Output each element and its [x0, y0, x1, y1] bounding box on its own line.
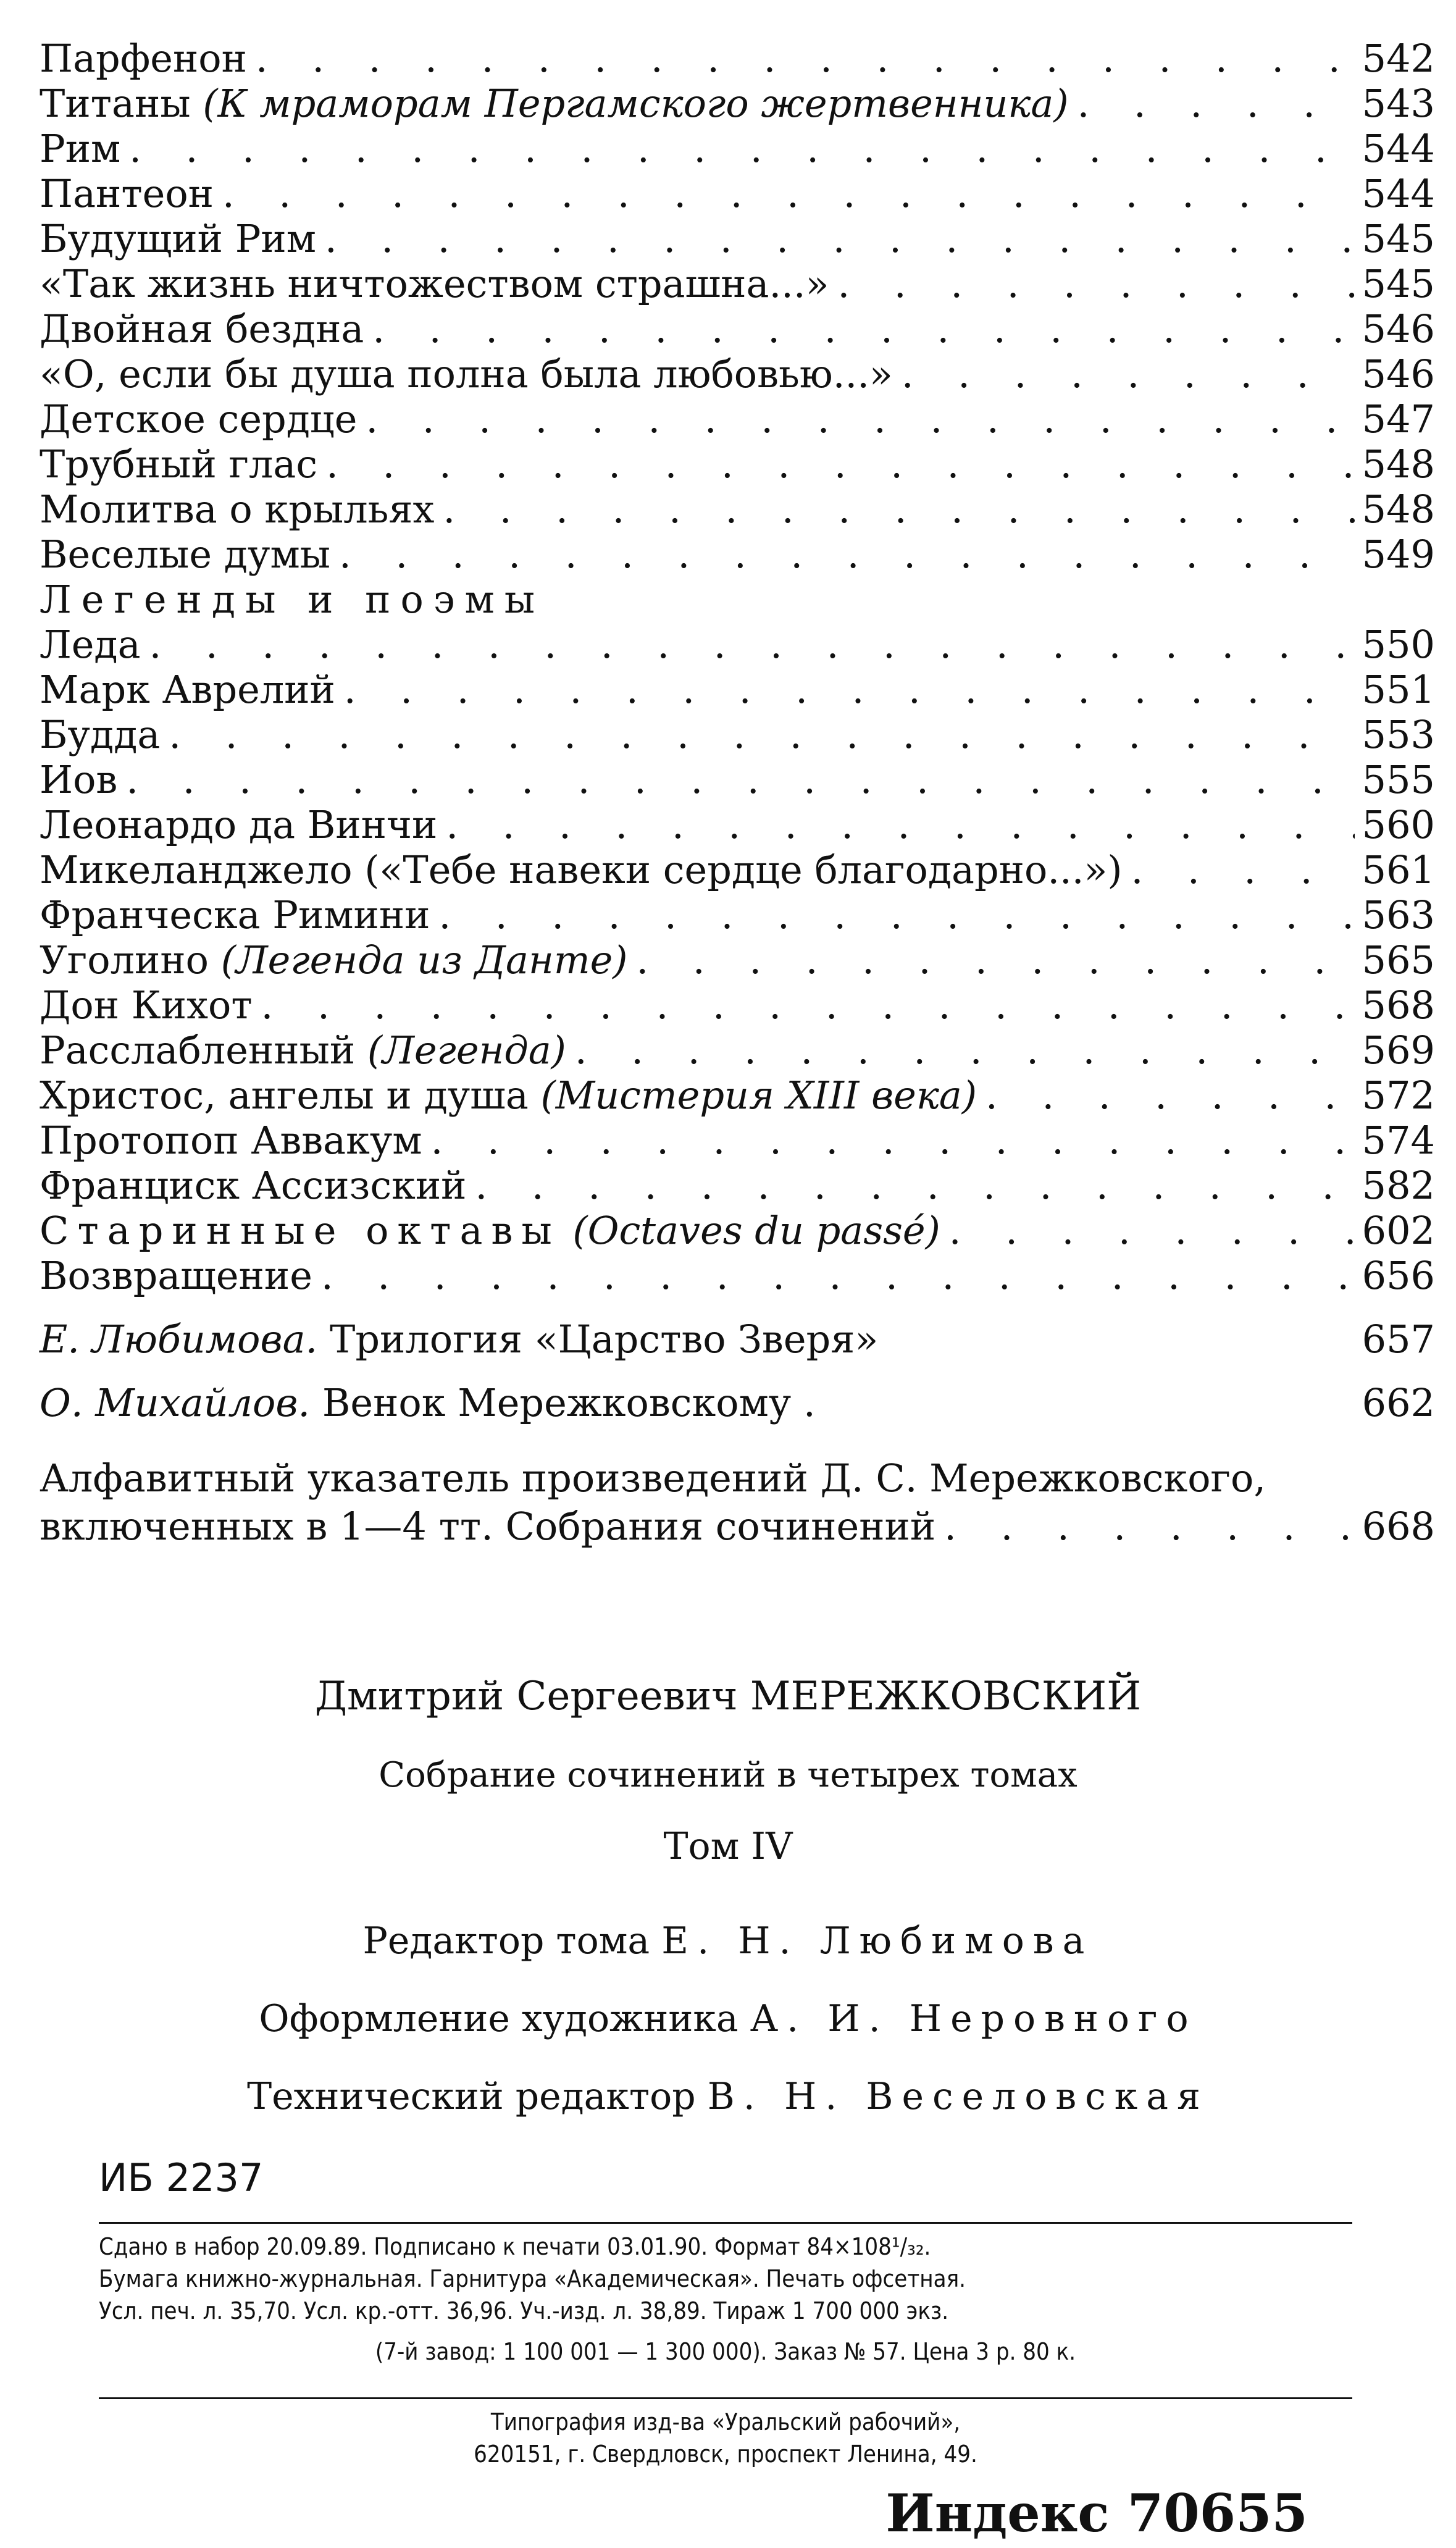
toc-leader-dots [339, 532, 1355, 577]
toc-title: Будда [40, 712, 161, 757]
imprint-line: Сдано в набор 20.09.89. Подписано к печати 03.01.90. Формат 84×108¹/₃₂. [99, 2233, 931, 2260]
toc-entry[interactable] [40, 622, 1435, 667]
toc-page-number: 560 [1362, 802, 1435, 847]
printer-line: Типография изд-ва «Уральский рабочий», [490, 2408, 961, 2436]
toc-title: Трубный глас [40, 442, 318, 487]
essay-author: Е. Любимова. [40, 1317, 318, 1362]
toc-leader-dots [149, 622, 1355, 667]
toc-page-number: 582 [1362, 1163, 1435, 1208]
toc-page-number: 548 [1362, 487, 1435, 532]
toc-page-number: 544 [1362, 171, 1435, 216]
toc-page-number: 568 [1362, 983, 1435, 1028]
toc-title: Парфенон [40, 36, 247, 81]
author-first-name: Дмитрий Сергеевич [314, 1674, 738, 1719]
credit-name: А. И. Неровного [750, 1997, 1197, 2040]
toc-leader-dots [431, 1118, 1355, 1163]
editor-credit [0, 1919, 1456, 1963]
toc-page-number: 546 [1362, 351, 1435, 396]
toc-entry[interactable] [40, 36, 1435, 81]
toc-title: Дон Кихот [40, 983, 253, 1028]
toc-page-number: 544 [1362, 126, 1435, 171]
toc-title: Молитва о крыльях [40, 487, 435, 532]
toc-page-number: 569 [1362, 1028, 1435, 1073]
toc-entry[interactable]: О. Михайлов. Венок Мережковскому . 662 [40, 1380, 1435, 1425]
toc-title-italic: (Мистерия XIII века) [540, 1073, 977, 1118]
toc-entry[interactable] [40, 937, 1435, 983]
toc-page-number: 545 [1362, 261, 1435, 306]
toc-entry[interactable] [40, 1317, 1435, 1362]
toc-leader-dots [1077, 81, 1355, 126]
book-author [0, 1674, 1456, 1719]
toc-entry[interactable] [40, 442, 1435, 487]
toc-entry[interactable] [40, 532, 1435, 577]
toc-leader-dots [475, 1163, 1355, 1208]
toc-leader-dots [129, 126, 1355, 171]
toc-entry[interactable] [40, 1208, 1435, 1253]
imprint-line: (7-й завод: 1 100 001 — 1 300 000). Заказ № 57. Цена 3 р. 80 к. [375, 2338, 1076, 2365]
toc-title: Рим [40, 126, 121, 171]
toc-leader-dots [126, 757, 1355, 802]
toc-entry[interactable] [40, 847, 1435, 892]
toc-entry[interactable] [40, 261, 1435, 306]
divider [99, 2397, 1352, 2399]
toc-title: «Так жизнь ничтожеством страшна...» [40, 261, 829, 306]
toc-title: Христос, ангелы и душа [40, 1073, 529, 1118]
toc-page-number: 551 [1362, 667, 1435, 712]
ib-number: ИБ 2237 [99, 2155, 264, 2200]
toc-page-number: 545 [1362, 216, 1435, 261]
index-entry[interactable] [40, 1454, 1435, 1551]
section-heading: Легенды и поэмы [40, 577, 545, 622]
tech-editor-credit [0, 2075, 1456, 2118]
toc-leader-dots [838, 261, 1355, 306]
toc-page-number: 657 [1362, 1317, 1435, 1362]
toc-title: Иов [40, 757, 118, 802]
toc-entry[interactable] [40, 171, 1435, 216]
toc-title: Детское сердце [40, 396, 358, 442]
toc-leader-dots [372, 306, 1355, 351]
toc-leader-dots [575, 1028, 1355, 1073]
toc-title: Франциск Ассизский [40, 1163, 467, 1208]
toc-title: Титаны [40, 81, 191, 126]
toc-leader-dots [366, 396, 1355, 442]
toc-leader-dots [325, 216, 1355, 261]
toc-entry[interactable] [40, 1253, 1435, 1298]
imprint-block [99, 2231, 1352, 2368]
credit-label: Оформление художника [259, 1997, 738, 2040]
toc-title: «О, если бы душа полна была любовью...» [40, 351, 893, 396]
imprint-line: Усл. печ. л. 35,70. Усл. кр.-отт. 36,96. Уч.-изд. л. 38,89. Тираж 1 700 000 экз. [99, 2297, 949, 2324]
toc-entry[interactable] [40, 81, 1435, 126]
printer-block [99, 2406, 1352, 2470]
toc-page-number: 574 [1362, 1118, 1435, 1163]
catalog-index: Индекс 70655 [885, 2483, 1308, 2544]
toc-title: Уголино [40, 937, 209, 983]
toc-entry[interactable] [40, 487, 1435, 532]
toc-entry[interactable] [40, 396, 1435, 442]
imprint-line: Бумага книжно-журнальная. Гарнитура «Академическая». Печать офсетная. [99, 2265, 966, 2292]
toc-page-number: 602 [1362, 1208, 1435, 1253]
toc-title: Старинные октавы [40, 1208, 561, 1253]
toc-leader-dots [326, 442, 1355, 487]
toc-entry[interactable] [40, 216, 1435, 261]
toc-title: Венок Мережковскому [322, 1380, 792, 1425]
volume-number: Том IV [663, 1825, 793, 1868]
toc-page-number: 656 [1362, 1253, 1435, 1298]
toc-title: Леонардо да Винчи [40, 802, 438, 847]
toc-leader-dots [169, 712, 1355, 757]
toc-page-number: 543 [1362, 81, 1435, 126]
toc-title: Микеланджело («Тебе навеки сердце благодарно...») [40, 847, 1123, 892]
toc-title: Расслабленный [40, 1028, 356, 1073]
toc-page-number: 555 [1362, 757, 1435, 802]
toc-entry[interactable] [40, 712, 1435, 757]
toc-leader-dots [949, 1208, 1355, 1253]
toc-leader-dots [321, 1253, 1355, 1298]
toc-leader-dots [256, 36, 1355, 81]
toc-entry[interactable] [40, 1163, 1435, 1208]
toc-title: Леда [40, 622, 141, 667]
toc-entry[interactable] [40, 667, 1435, 712]
toc-title: Двойная бездна [40, 306, 364, 351]
toc-page-number: 553 [1362, 712, 1435, 757]
toc-page-number: 549 [1362, 532, 1435, 577]
index-entry-line1: Алфавитный указатель произведений Д. С. Мережковского, [40, 1456, 1266, 1501]
toc-page-number: 572 [1362, 1073, 1435, 1118]
toc-leader-dots [902, 351, 1355, 396]
toc-title-italic: (Octaves du passé) [572, 1208, 940, 1253]
toc-title-italic: (К мраморам Пергамского жертвенника) [203, 81, 1069, 126]
toc-title: Марк Аврелий [40, 667, 335, 712]
designer-credit [0, 1997, 1456, 2040]
toc-entry[interactable] [40, 757, 1435, 802]
toc-title: Возвращение [40, 1253, 312, 1298]
toc-leader-dots [443, 487, 1355, 532]
toc-page-number: 668 [1362, 1504, 1435, 1549]
toc-title: Протопоп Аввакум [40, 1118, 422, 1163]
toc-leader-dots [439, 892, 1355, 937]
toc-title: Трилогия «Царство Зверя» [329, 1317, 879, 1362]
toc-leader-dots [261, 983, 1355, 1028]
toc-page-number: 565 [1362, 937, 1435, 983]
toc-page-number: 548 [1362, 442, 1435, 487]
toc-title: Франческа Римини [40, 892, 430, 937]
toc-leader-dots [985, 1073, 1355, 1118]
toc-leader-dots [944, 1502, 1355, 1551]
toc-leader-dots [222, 171, 1355, 216]
credit-label: Редактор тома [362, 1919, 650, 1963]
divider [99, 2222, 1352, 2224]
toc-title: Будущий Рим [40, 216, 316, 261]
toc-title-italic: (Легенда из Данте) [220, 937, 628, 983]
credit-label: Технический редактор [247, 2075, 696, 2118]
toc-entry[interactable] [40, 351, 1435, 396]
toc-title: Пантеон [40, 171, 214, 216]
toc-entry[interactable] [40, 1073, 1435, 1118]
toc-entry[interactable] [40, 306, 1435, 351]
table-of-contents [40, 36, 1435, 1425]
toc-leader-dots [636, 937, 1355, 983]
toc-page-number: 561 [1362, 847, 1435, 892]
toc-entry[interactable] [40, 983, 1435, 1028]
toc-leader-dots [446, 802, 1355, 847]
toc-title-italic: (Легенда) [367, 1028, 566, 1073]
book-subtitle: Собрание сочинений в четырех томах [379, 1755, 1077, 1795]
essay-author: О. Михайлов. [40, 1380, 311, 1425]
index-entry-line2: включенных в 1—4 тт. Собрания сочинений [40, 1504, 936, 1549]
toc-page-number: 563 [1362, 892, 1435, 937]
toc-entry[interactable] [40, 802, 1435, 847]
toc-leader-dots [344, 667, 1355, 712]
toc-page-number: 662 [1362, 1380, 1435, 1425]
toc-entry[interactable] [40, 892, 1435, 937]
toc-page-number: 542 [1362, 36, 1435, 81]
toc-page-number: 546 [1362, 306, 1435, 351]
toc-entry[interactable] [40, 1118, 1435, 1163]
credit-name: Е. Н. Любимова [661, 1919, 1094, 1963]
credit-name: В. Н. Веселовская [707, 2075, 1209, 2118]
toc-page-number: 550 [1362, 622, 1435, 667]
toc-title: Веселые думы [40, 532, 331, 577]
printer-line: 620151, г. Свердловск, проспект Ленина, 49. [474, 2441, 977, 2468]
toc-page-number: 547 [1362, 396, 1435, 442]
toc-entry[interactable] [40, 1028, 1435, 1073]
author-last-name: МЕРЕЖКОВСКИЙ [750, 1674, 1142, 1719]
toc-leader-dots [1131, 847, 1355, 892]
toc-entry[interactable] [40, 126, 1435, 171]
